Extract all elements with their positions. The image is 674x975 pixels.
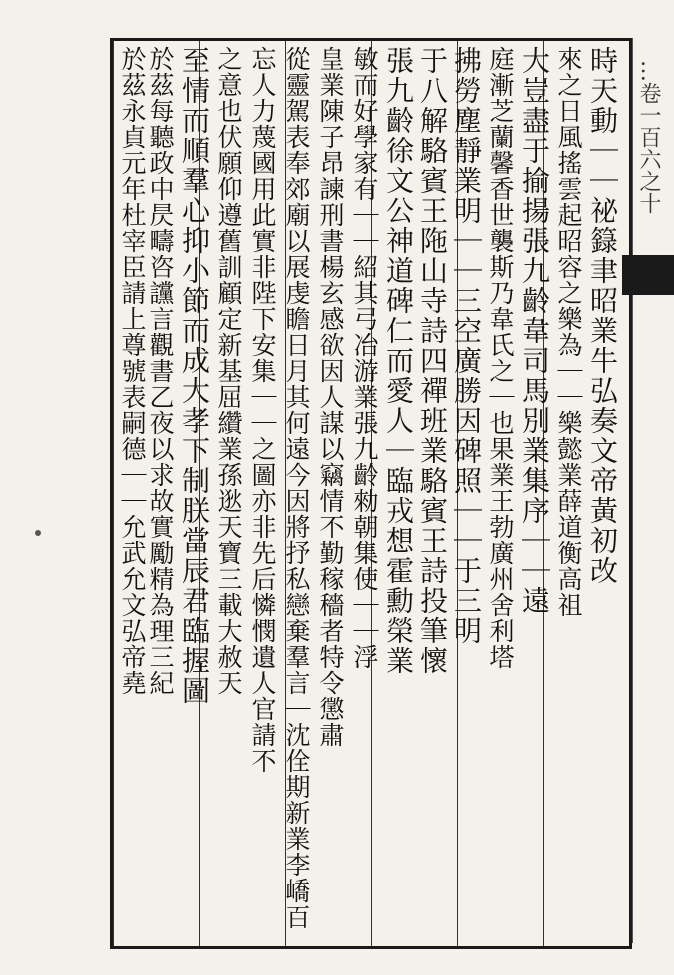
margin-title: …卷一百六之十: [636, 60, 661, 214]
text-column-8: 敏而好學家有｜｜紹其弓冶游業張九齡勑朝集使｜｜浮: [350, 46, 379, 670]
text-column-10: 從靈駕表奉郊廟以展虔瞻日月其何遠今因將抒私戀棄羣言｜沈佺期新業李嶠百: [282, 46, 311, 930]
text-column-2: 來之日風搖雲起昭容之樂為｜｜樂懿業薛道衡高祖: [554, 46, 583, 618]
text-column-5: 拂勞塵靜業明｜｜三空廣勝因碑照｜｜于三明: [450, 46, 483, 646]
text-column-11: 忘人力蔑國用此實非陛下安集｜｜之圖亦非先后憐憫遺人官請不: [248, 46, 277, 774]
text-column-6: 于八解駱賓王陁山寺詩四禪班業駱賓王詩投筆懷: [416, 46, 449, 676]
text-column-1: 時天動｜｜祕籙聿昭業牛弘奏文帝黃初改: [586, 46, 619, 586]
text-column-7: 張九齡徐文公神道碑仁而愛人｜臨戎想霍勳榮業: [382, 46, 415, 676]
text-column-3: 大豈盡于揄揚張九齡韋司馬別業集序｜｜遠: [518, 46, 551, 616]
text-column-9: 皇業陳子昂諫刑書楊玄感欲因人謀以竊情不勤稼穡者特令懲肅: [316, 46, 345, 748]
text-column-15: 於茲永貞元年杜宰臣請上尊號表嗣德｜｜允武允文弘帝堯: [118, 46, 147, 696]
text-column-12: 之意也伏願仰遵舊訓顧定新基屈纘業孫逖天寶三載大赦天: [214, 46, 243, 696]
text-column-14: 於茲每聽政中昃疇咨讜言觀書乙夜以求故實勵精為理三紀: [146, 46, 175, 696]
ink-speck: [35, 530, 41, 536]
text-column-13: 至情而順羣心抑小節而成大孝下制朕當辰君臨握圖: [178, 46, 211, 706]
text-column-4: 庭漸芝蘭馨香世襲斯乃韋氏之｜也果業王勃廣州舍利塔: [486, 46, 515, 670]
